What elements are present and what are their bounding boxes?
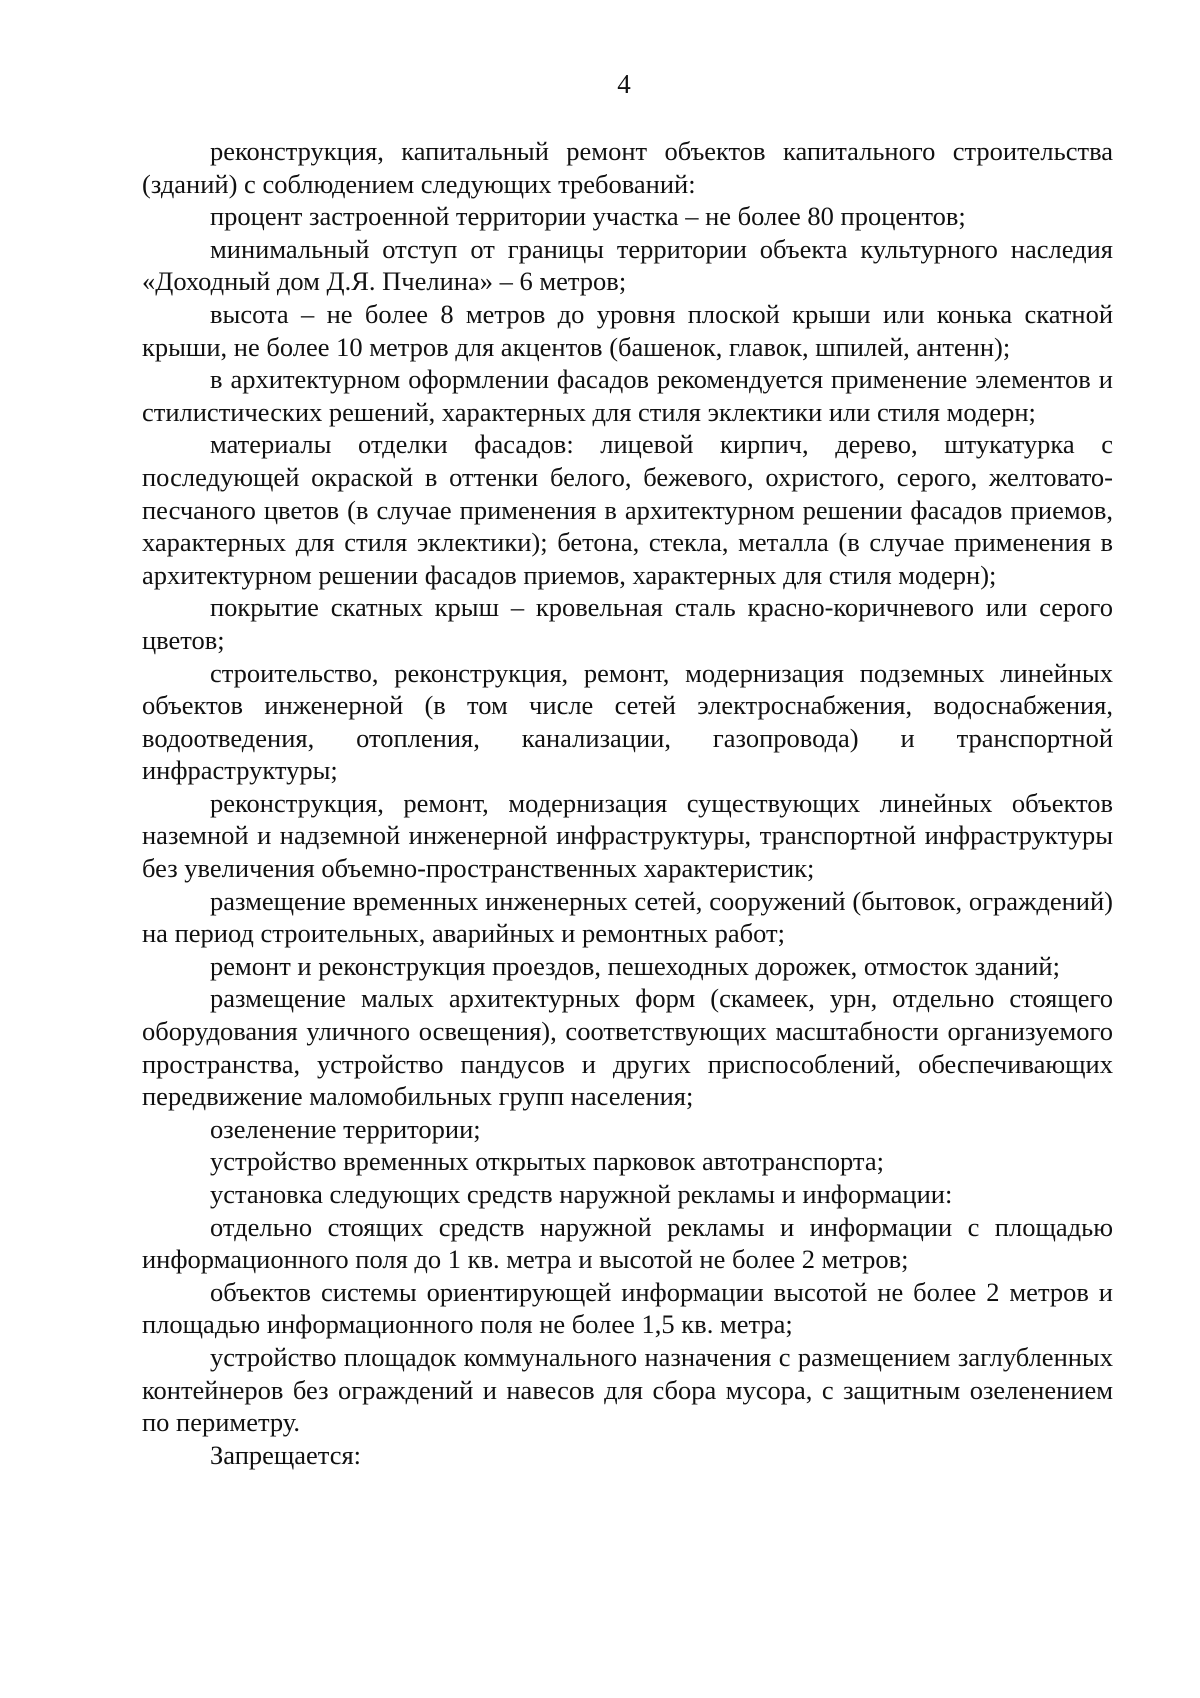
paragraph: материалы отделки фасадов: лицевой кирпич, дерево, штукатурка с последующей окраской в оттенки белого, бежевого, охристого, серого, желтовато-песчаного цветов (в случае применения в архитектурном решении фасадов приемов, характерных для стиля эклектики); бетона, стекла, металла (в случае применения в архитектурном решении фасадов приемов, характерных для стиля модерн); xyxy=(142,429,1113,590)
paragraph: устройство временных открытых парковок автотранспорта; xyxy=(210,1146,884,1177)
paragraph: в архитектурном оформлении фасадов рекомендуется применение элементов и стилистических решений, характерных для стиля эклектики или стиля модерн; xyxy=(142,364,1113,427)
paragraph: строительство, реконструкция, ремонт, модернизация подземных линейных объектов инженерной (в том числе сетей электроснабжения, водоснабжения, водоотведения, отопления, канализации, газопровода) и транспортной инфраструктуры; xyxy=(142,657,1113,786)
paragraph: процент застроенной территории участка – не более 80 процентов; xyxy=(210,201,966,232)
paragraph: отдельно стоящих средств наружной рекламы и информации с площадью информационного поля до 1 кв. метра и высотой не более 2 метров; xyxy=(142,1211,1113,1275)
paragraph: размещение временных инженерных сетей, сооружений (бытовок, ограждений) на период строительных, аварийных и ремонтных работ; xyxy=(142,885,1113,949)
page-number: 4 xyxy=(617,69,631,99)
paragraph: покрытие скатных крыш – кровельная сталь красно-коричневого или серого цветов; xyxy=(142,592,1113,655)
document-body xyxy=(142,135,1113,1471)
paragraph: озеленение территории; xyxy=(210,1113,481,1144)
paragraph: объектов системы ориентирующей информации высотой не более 2 метров и площадью информационного поля не более 1,5 кв. метра; xyxy=(142,1276,1113,1340)
paragraph: ремонт и реконструкция проездов, пешеходных дорожек, отмосток зданий; xyxy=(210,950,1060,981)
paragraph: Запрещается: xyxy=(210,1439,362,1470)
paragraph: устройство площадок коммунального назначения с размещением заглубленных контейнеров без ограждений и навесов для сбора мусора, с защитным озеленением по периметру. xyxy=(142,1341,1113,1438)
paragraph: реконструкция, капитальный ремонт объектов капитального строительства (зданий) с соблюдением следующих требований: xyxy=(142,136,1113,199)
paragraph: минимальный отступ от границы территории объекта культурного наследия «Доходный дом Д.Я. Пчелина» – 6 метров; xyxy=(142,233,1113,297)
paragraph: установка следующих средств наружной рекламы и информации: xyxy=(210,1179,953,1209)
paragraph: размещение малых архитектурных форм (скамеек, урн, отдельно стоящего оборудования уличного освещения), соответствующих масштабности организуемого пространства, устройство пандусов и других приспособлений, обеспечивающих передвижение маломобильных групп населения; xyxy=(142,983,1113,1112)
paragraph: реконструкция, ремонт, модернизация существующих линейных объектов наземной и надземной инженерной инфраструктуры, транспортной инфраструктуры без увеличения объемно-пространственных характеристик; xyxy=(142,787,1113,884)
paragraph: высота – не более 8 метров до уровня плоской крыши или конька скатной крыши, не более 10 метров для акцентов (башенок, главок, шпилей, антенн); xyxy=(142,298,1113,362)
